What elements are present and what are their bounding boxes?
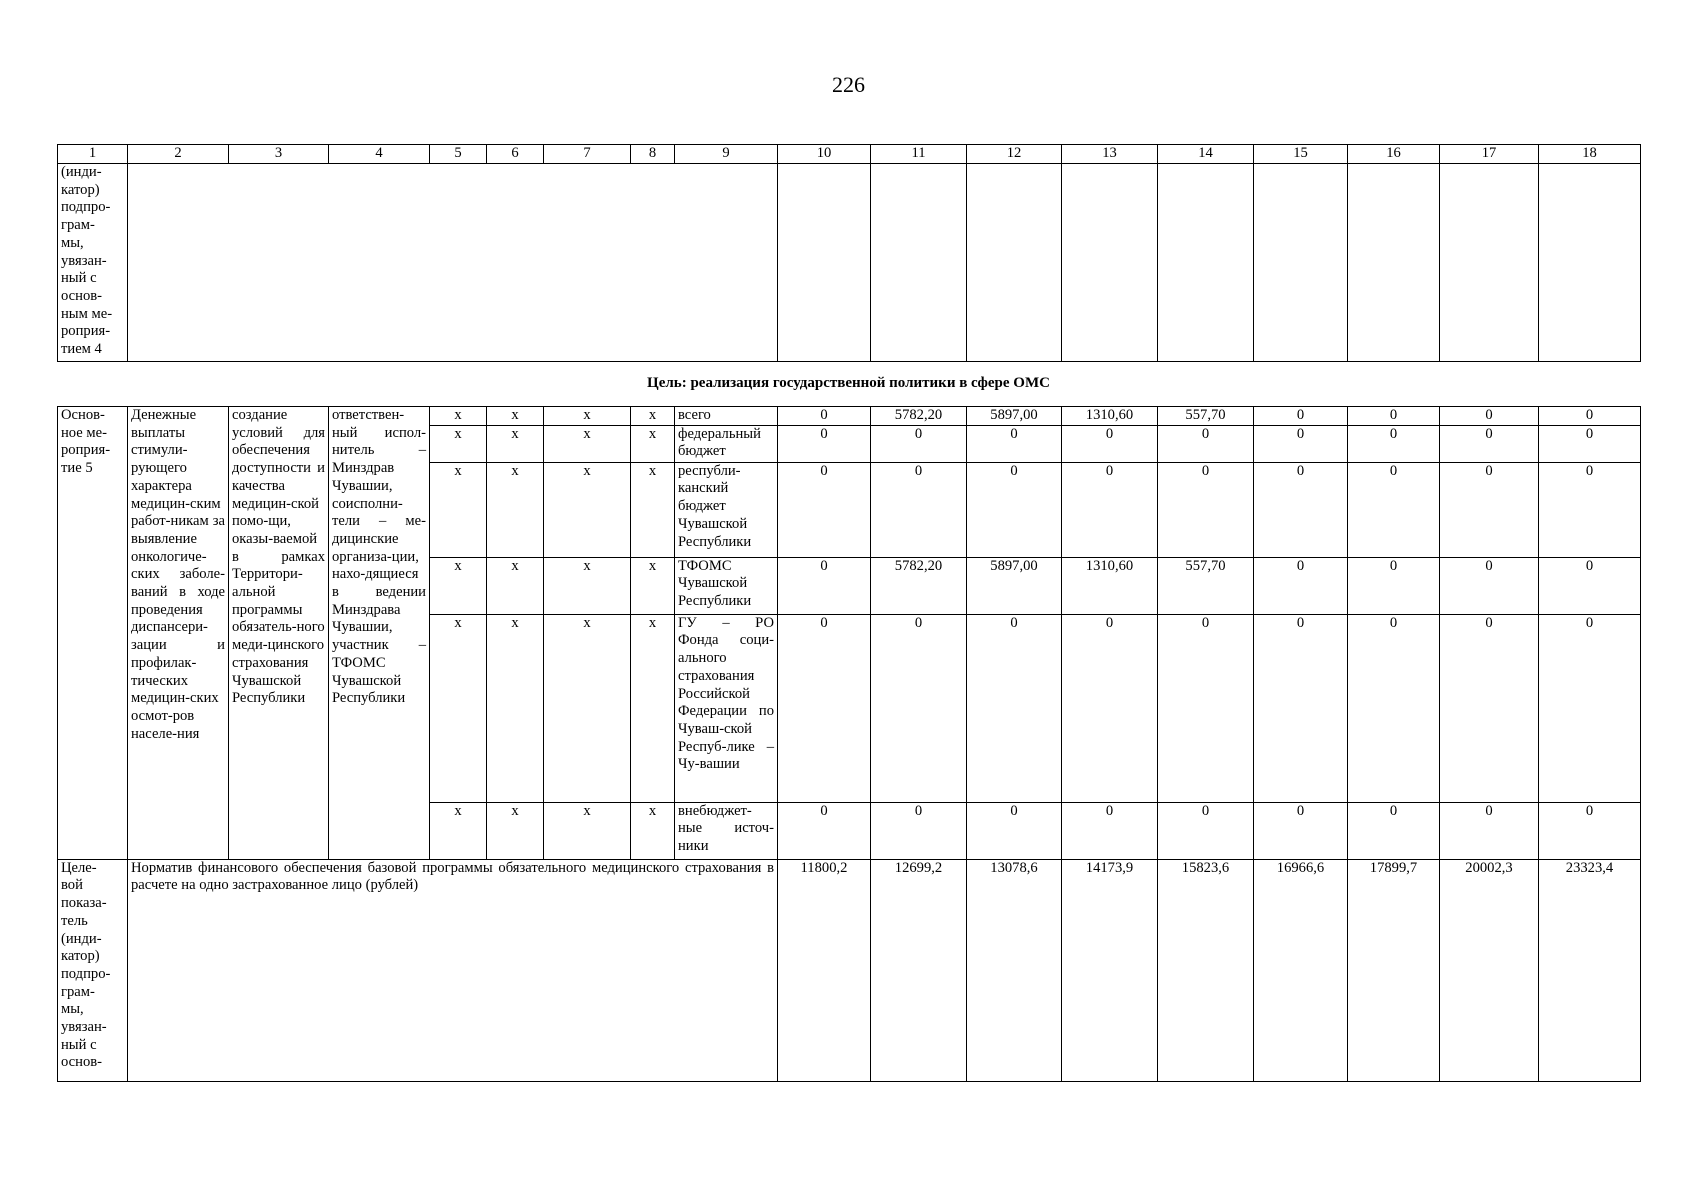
- value-cell: 0: [1158, 462, 1254, 557]
- code-cell: x: [487, 557, 544, 614]
- value-cell: 0: [1254, 614, 1348, 802]
- value-cell: 0: [1158, 614, 1254, 802]
- code-cell: x: [631, 802, 675, 859]
- code-cell: x: [430, 407, 487, 426]
- code-cell: x: [631, 614, 675, 802]
- col-header: 12: [967, 145, 1062, 164]
- table-row: [58, 407, 1641, 426]
- value-cell: 0: [1440, 802, 1539, 859]
- code-cell: x: [487, 802, 544, 859]
- col-header: 5: [430, 145, 487, 164]
- value-cell: 0: [1254, 802, 1348, 859]
- col-header: 9: [675, 145, 778, 164]
- value-cell: 0: [1062, 462, 1158, 557]
- col-header: 2: [128, 145, 229, 164]
- col-header: 7: [544, 145, 631, 164]
- code-cell: x: [544, 614, 631, 802]
- col-header: 3: [229, 145, 329, 164]
- empty-cell: [1062, 164, 1158, 362]
- value-cell: 5897,00: [967, 557, 1062, 614]
- value-cell: 0: [1539, 462, 1641, 557]
- code-cell: x: [631, 557, 675, 614]
- col-header: 8: [631, 145, 675, 164]
- value-cell: 0: [1348, 462, 1440, 557]
- code-cell: x: [487, 407, 544, 426]
- value-cell: 0: [1062, 614, 1158, 802]
- value-cell: 0: [1539, 557, 1641, 614]
- col-header: 15: [1254, 145, 1348, 164]
- value-cell: 0: [871, 802, 967, 859]
- value-cell: 0: [1539, 425, 1641, 462]
- empty-cell: [1254, 164, 1348, 362]
- value-cell: 0: [967, 802, 1062, 859]
- empty-cell: [871, 164, 967, 362]
- indicator-label: Целе- вой показа- тель (инди- катор) подпро- грам- мы, увязан- ный с основ-: [58, 859, 128, 1081]
- col-header: 18: [1539, 145, 1641, 164]
- value-cell: 0: [1348, 557, 1440, 614]
- code-cell: x: [430, 614, 487, 802]
- activity-name: Денежные выплаты стимули-рующего характера медицин-ским работ-никам за выявление онкологиче-ских заболе-ваний в ходе проведения диспансери-зации и профилак-тических медицин-ских осмот-ров населе-ния: [128, 407, 229, 860]
- code-cell: x: [430, 557, 487, 614]
- indicator-value: 15823,6: [1158, 859, 1254, 1081]
- funding-source: внебюджет-ные источ-ники: [675, 802, 778, 859]
- value-cell: 0: [1440, 462, 1539, 557]
- value-cell: 0: [1062, 802, 1158, 859]
- code-cell: x: [631, 407, 675, 426]
- col-header: 11: [871, 145, 967, 164]
- indicator-value: 11800,2: [778, 859, 871, 1081]
- indicator-value: 20002,3: [1440, 859, 1539, 1081]
- value-cell: 0: [967, 462, 1062, 557]
- code-cell: x: [631, 462, 675, 557]
- value-cell: 0: [1539, 407, 1641, 426]
- value-cell: 0: [1158, 425, 1254, 462]
- code-cell: x: [544, 557, 631, 614]
- goal-heading: Цель: реализация государственной политики в сфере ОМС: [647, 375, 1050, 391]
- funding-source: всего: [675, 407, 778, 426]
- value-cell: 5782,20: [871, 407, 967, 426]
- code-cell: x: [487, 614, 544, 802]
- col-header: 10: [778, 145, 871, 164]
- funding-source: федеральный бюджет: [675, 425, 778, 462]
- value-cell: 5782,20: [871, 557, 967, 614]
- col-header: 16: [1348, 145, 1440, 164]
- indicator-text: Норматив финансового обеспечения базовой программы обязательного медицинского страхования в расчете на одно застрахованное лицо (рублей): [128, 859, 778, 1081]
- value-cell: 0: [871, 462, 967, 557]
- code-cell: x: [544, 802, 631, 859]
- indicator-value: 12699,2: [871, 859, 967, 1081]
- value-cell: 0: [1158, 802, 1254, 859]
- indicator-value: 14173,9: [1062, 859, 1158, 1081]
- value-cell: 0: [1062, 425, 1158, 462]
- activity-goal: создание условий для обеспечения доступности и качества медицин-ской помо-щи, оказы-ваемой в рамках Территори-альной программы обязатель-ного меди-цинского страхования Чувашской Республики: [229, 407, 329, 860]
- code-cell: x: [544, 425, 631, 462]
- col-header: 4: [329, 145, 430, 164]
- empty-cell: [128, 164, 778, 362]
- empty-cell: [1440, 164, 1539, 362]
- code-cell: x: [631, 425, 675, 462]
- value-cell: 0: [1440, 425, 1539, 462]
- indicator-value: 16966,6: [1254, 859, 1348, 1081]
- value-cell: 0: [1440, 407, 1539, 426]
- value-cell: 0: [871, 614, 967, 802]
- value-cell: 0: [967, 614, 1062, 802]
- value-cell: 0: [1254, 557, 1348, 614]
- value-cell: 0: [1539, 614, 1641, 802]
- value-cell: 0: [1440, 557, 1539, 614]
- column-number-row: [58, 145, 1641, 164]
- code-cell: x: [487, 425, 544, 462]
- empty-cell: [1348, 164, 1440, 362]
- value-cell: 0: [967, 425, 1062, 462]
- value-cell: 0: [778, 614, 871, 802]
- value-cell: 0: [778, 407, 871, 426]
- value-cell: 0: [1254, 425, 1348, 462]
- funding-source: ГУ – РО Фонда соци-ального страхования Российской Федерации по Чуваш-ской Респуб-лике – Чу-вашии: [675, 614, 778, 802]
- code-cell: x: [430, 462, 487, 557]
- indicator-value: 17899,7: [1348, 859, 1440, 1081]
- value-cell: 0: [778, 425, 871, 462]
- indicator-value: 13078,6: [967, 859, 1062, 1081]
- indicator-label-cont: (инди- катор) подпро- грам- мы, увязан- ный с основ- ным ме- роприя- тием 4: [58, 164, 128, 362]
- col-header: 14: [1158, 145, 1254, 164]
- table-continuation: [57, 144, 1641, 362]
- code-cell: x: [544, 462, 631, 557]
- value-cell: 0: [871, 425, 967, 462]
- value-cell: 5897,00: [967, 407, 1062, 426]
- page-number: 226: [832, 72, 865, 97]
- value-cell: 0: [1440, 614, 1539, 802]
- code-cell: x: [544, 407, 631, 426]
- value-cell: 0: [1348, 614, 1440, 802]
- value-cell: 0: [1254, 407, 1348, 426]
- value-cell: 1310,60: [1062, 557, 1158, 614]
- col-header: 17: [1440, 145, 1539, 164]
- empty-cell: [1158, 164, 1254, 362]
- value-cell: 0: [1539, 802, 1641, 859]
- empty-cell: [778, 164, 871, 362]
- funding-source: республи-канский бюджет Чувашской Республики: [675, 462, 778, 557]
- activity-executors: ответствен-ный испол-нитель – Минздрав Чувашии, соисполни-тели – ме-дицинские организа-ции, нахо-дящиеся в ведении Минздрава Чувашии, участник – ТФОМС Чувашской Республики: [329, 407, 430, 860]
- empty-cell: [967, 164, 1062, 362]
- col-header: 13: [1062, 145, 1158, 164]
- value-cell: 0: [778, 802, 871, 859]
- col-header: 6: [487, 145, 544, 164]
- value-cell: 0: [778, 462, 871, 557]
- code-cell: x: [430, 802, 487, 859]
- value-cell: 557,70: [1158, 407, 1254, 426]
- indicator-row: [58, 859, 1641, 1081]
- empty-cell: [1539, 164, 1641, 362]
- value-cell: 0: [1348, 425, 1440, 462]
- value-cell: 1310,60: [1062, 407, 1158, 426]
- code-cell: x: [430, 425, 487, 462]
- table-activity: [57, 406, 1641, 1082]
- value-cell: 0: [1254, 462, 1348, 557]
- value-cell: 557,70: [1158, 557, 1254, 614]
- activity-label: Основ- ное ме- роприя- тие 5: [58, 407, 128, 860]
- indicator-value: 23323,4: [1539, 859, 1641, 1081]
- value-cell: 0: [1348, 407, 1440, 426]
- funding-source: ТФОМС Чувашской Республики: [675, 557, 778, 614]
- value-cell: 0: [1348, 802, 1440, 859]
- value-cell: 0: [778, 557, 871, 614]
- code-cell: x: [487, 462, 544, 557]
- continuation-row: [58, 164, 1641, 362]
- col-header: 1: [58, 145, 128, 164]
